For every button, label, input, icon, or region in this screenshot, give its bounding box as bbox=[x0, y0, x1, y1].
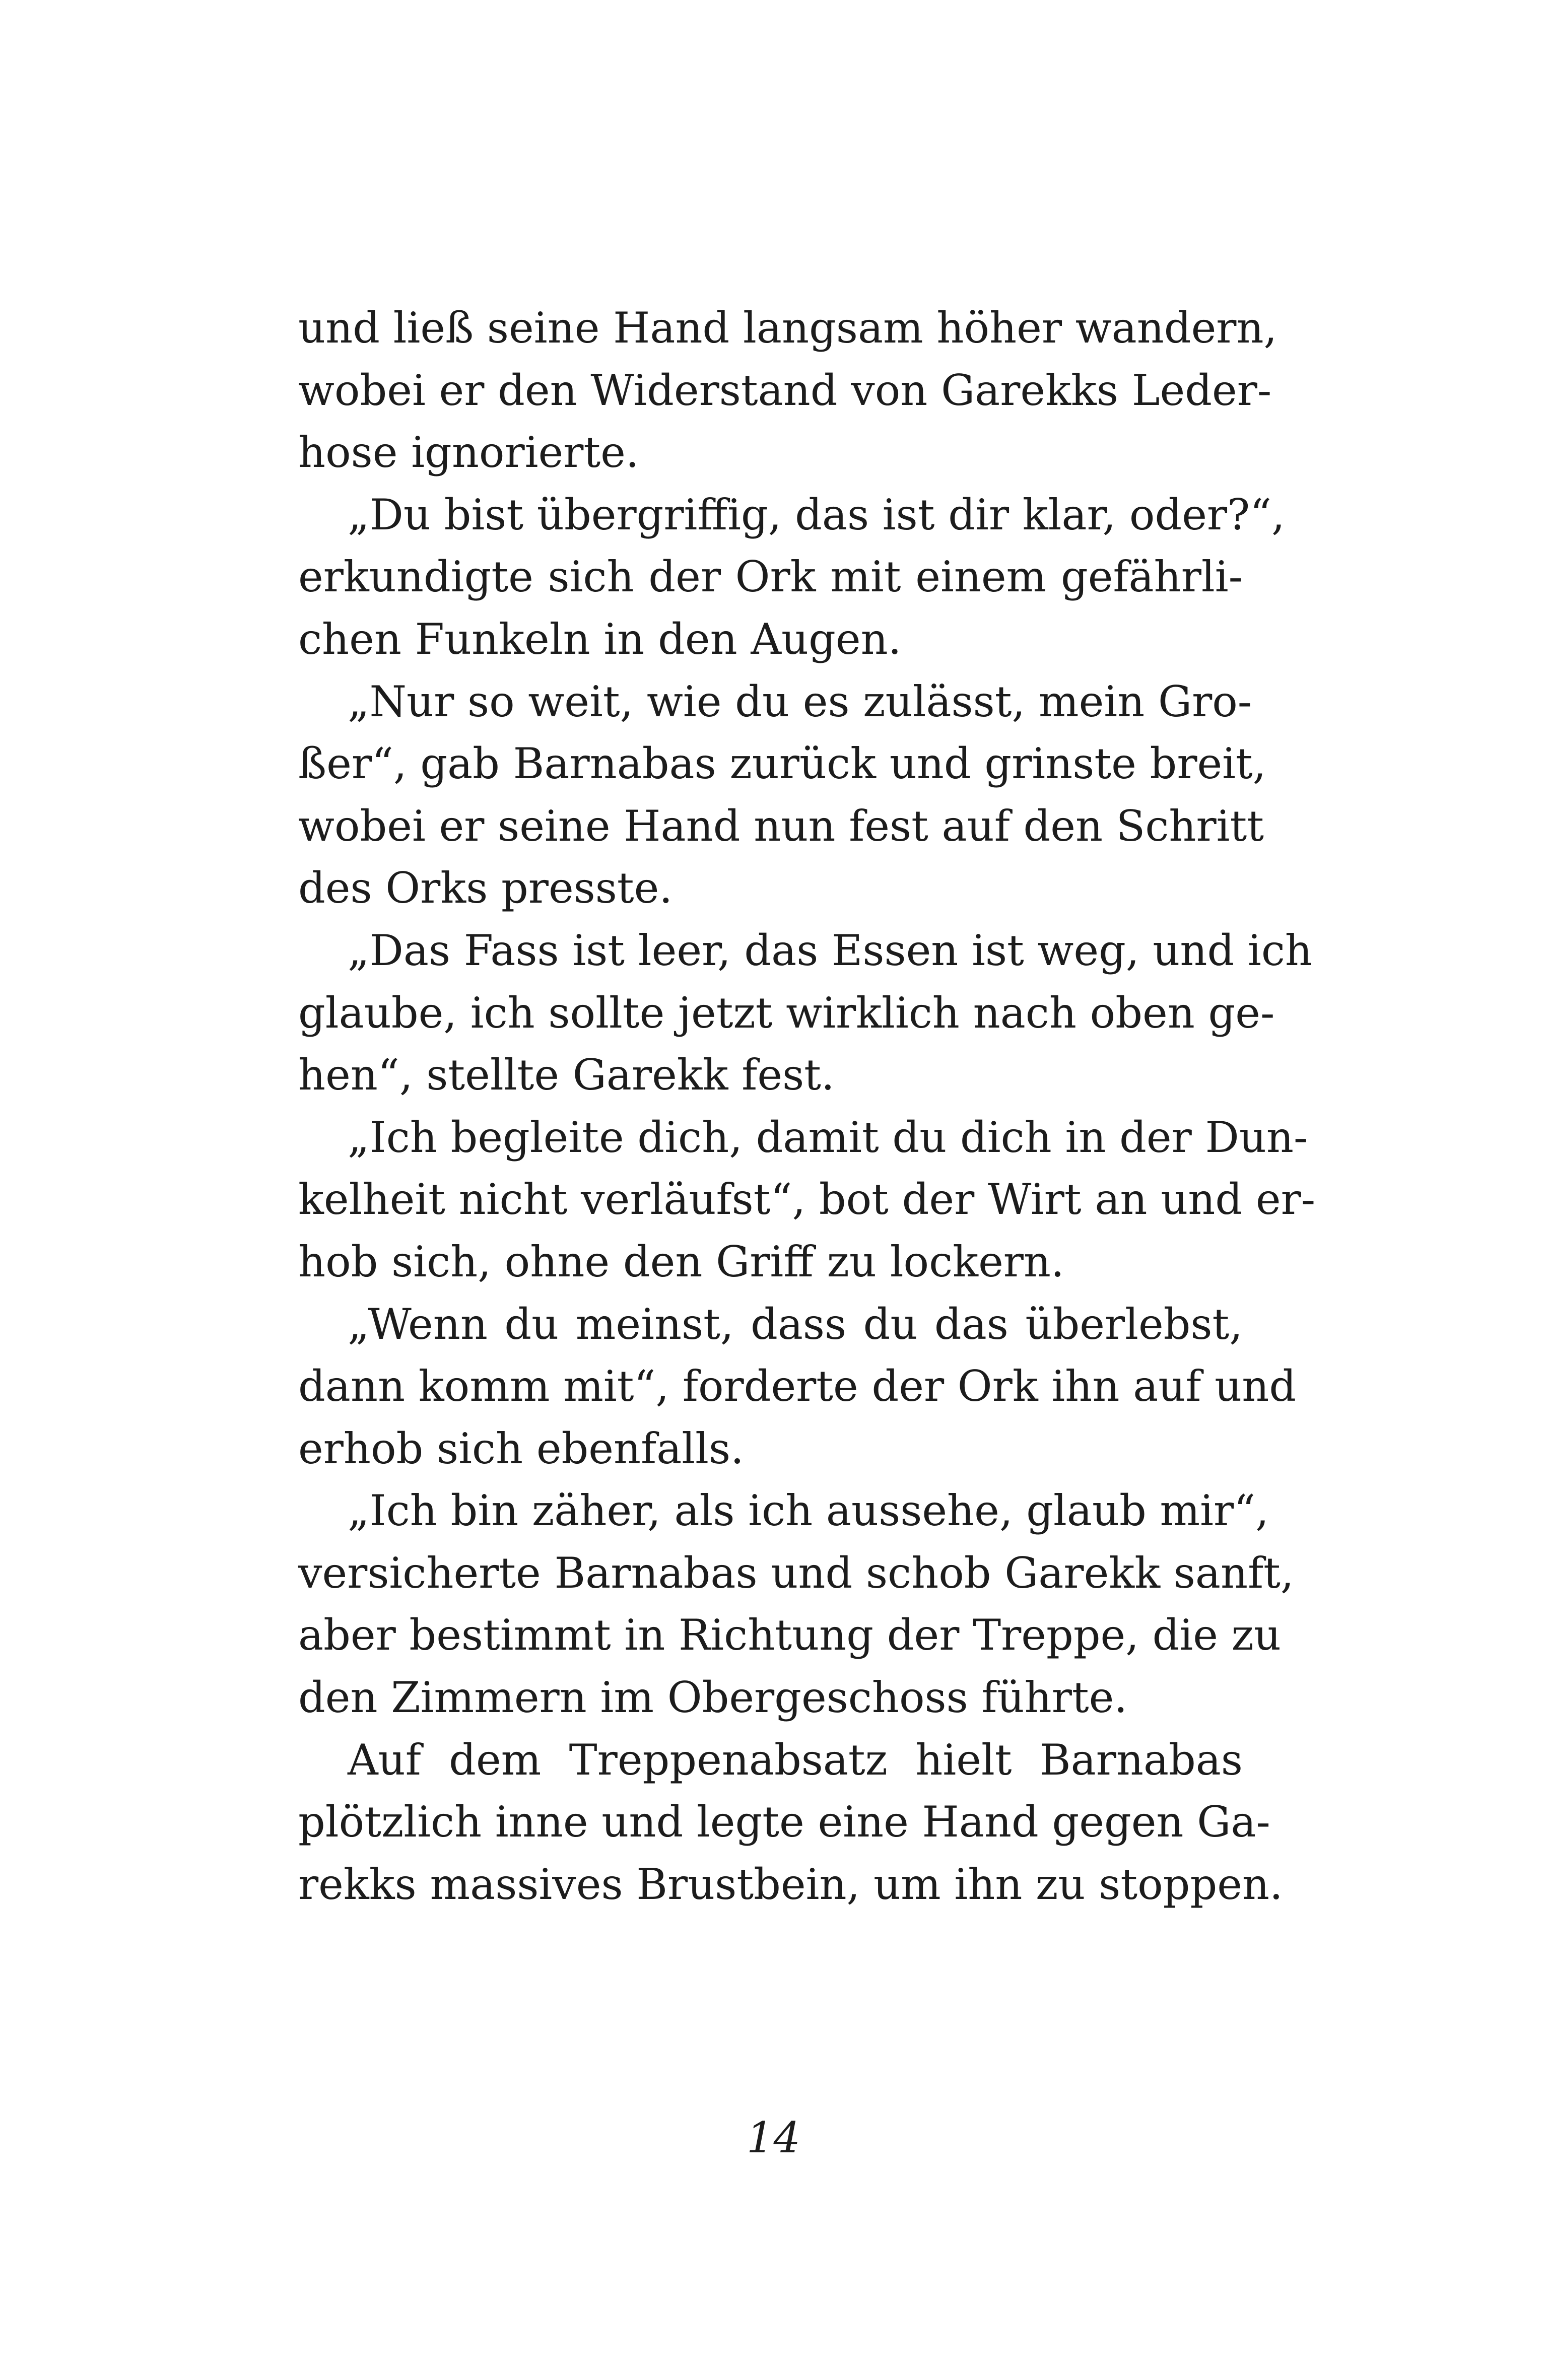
text-line: „Ich bin zäher, als ich aussehe, glaub mir“, bbox=[348, 1486, 1269, 1536]
paragraph bbox=[298, 1729, 1283, 1916]
text-line: erkundigte sich der Ork mit einem gefährli- bbox=[298, 552, 1243, 602]
text-line: chen Funkeln in den Augen. bbox=[298, 614, 902, 664]
text-line: hob sich, ohne den Griff zu lockern. bbox=[298, 1237, 1064, 1286]
text-line: glaube, ich sollte jetzt wirklich nach oben ge- bbox=[298, 988, 1275, 1038]
paragraph bbox=[298, 920, 1312, 1107]
text-line: „Du bist übergriffig, das ist dir klar, oder?“, bbox=[348, 490, 1285, 539]
paragraph bbox=[298, 297, 1277, 484]
body-text bbox=[298, 297, 1316, 1916]
text-line: wobei er den Widerstand von Garekks Leder- bbox=[298, 365, 1272, 415]
page-number: 14 bbox=[747, 2113, 800, 2162]
paragraph bbox=[298, 1480, 1294, 1729]
text-line: aber bestimmt in Richtung der Treppe, die zu bbox=[298, 1610, 1282, 1660]
text-line: und ließ seine Hand langsam höher wandern, bbox=[298, 303, 1277, 353]
text-line: rekks massives Brustbein, um ihn zu stoppen. bbox=[298, 1859, 1283, 1909]
text-line: hose ignorierte. bbox=[298, 428, 639, 478]
paragraph bbox=[298, 1107, 1316, 1294]
text-line: wobei er seine Hand nun fest auf den Schritt bbox=[298, 801, 1264, 851]
text-line: „Nur so weit, wie du es zulässt, mein Gro- bbox=[348, 676, 1252, 726]
text-line: „Wenn du meinst, dass du das überlebst, bbox=[348, 1299, 1243, 1349]
text-line: ßer“, gab Barnabas zurück und grinste breit, bbox=[298, 739, 1266, 789]
text-line: hen“, stellte Garekk fest. bbox=[298, 1050, 835, 1100]
text-line: des Orks presste. bbox=[298, 863, 673, 913]
paragraph bbox=[298, 1294, 1297, 1480]
text-line: kelheit nicht verläufst“, bot der Wirt an und er- bbox=[298, 1175, 1316, 1225]
paragraph bbox=[298, 671, 1266, 920]
text-line: „Das Fass ist leer, das Essen ist weg, und ich bbox=[348, 925, 1312, 975]
text-line: Auf dem Treppenabsatz hielt Barnabas bbox=[348, 1735, 1243, 1785]
text-line: versicherte Barnabas und schob Garekk sanft, bbox=[298, 1548, 1294, 1598]
text-line: „Ich begleite dich, damit du dich in der Dun- bbox=[348, 1112, 1308, 1162]
text-line: den Zimmern im Obergeschoss führte. bbox=[298, 1673, 1128, 1723]
paragraph bbox=[298, 484, 1285, 671]
text-line: erhob sich ebenfalls. bbox=[298, 1423, 744, 1473]
text-line: dann komm mit“, forderte der Ork ihn auf und bbox=[298, 1362, 1297, 1411]
text-line: plötzlich inne und legte eine Hand gegen Ga- bbox=[298, 1797, 1270, 1847]
